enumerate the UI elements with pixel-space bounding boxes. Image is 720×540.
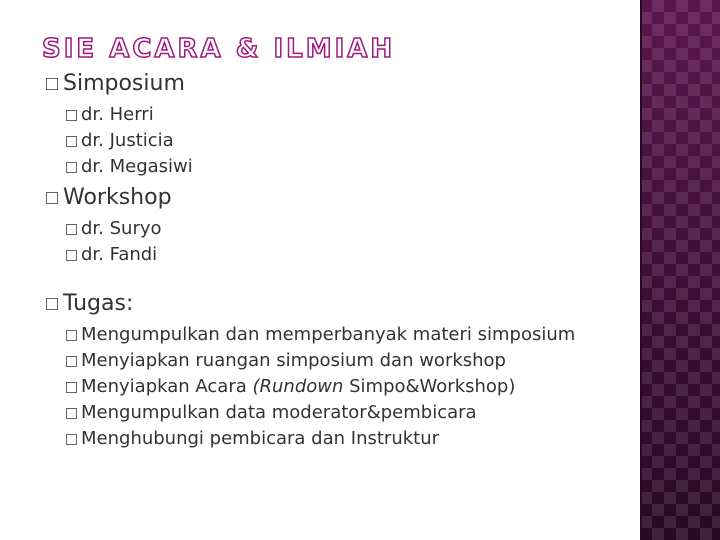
list-item: [66, 216, 636, 242]
checkbox-bullet-icon: [66, 136, 77, 147]
decorative-sidebar: [640, 0, 720, 540]
list-item: [66, 426, 636, 452]
section-tugas: [46, 290, 636, 318]
checkbox-bullet-icon: [46, 78, 58, 90]
list-item-text: dr. Herri: [81, 104, 154, 125]
section-label: Simposium: [63, 71, 185, 96]
checkbox-bullet-icon: [66, 330, 77, 341]
list-item-text: Menyiapkan Acara (Rundown Simpo&Workshop): [81, 376, 516, 397]
section-simposium: [46, 70, 636, 98]
list-item: [66, 102, 636, 128]
list-item-text: dr. Megasiwi: [81, 156, 193, 177]
list-item: [66, 348, 636, 374]
list-item-text: dr. Suryo: [81, 218, 162, 239]
section-workshop: [46, 184, 636, 212]
slide-title: SIE ACARA & ILMIAH: [42, 34, 396, 64]
list-item-text: Menghubungi pembicara dan Instruktur: [81, 428, 440, 449]
checkbox-bullet-icon: [66, 224, 77, 235]
checkbox-bullet-icon: [66, 162, 77, 173]
list-item-text: Menyiapkan ruangan simposium dan workshop: [81, 350, 506, 371]
checkbox-bullet-icon: [66, 434, 77, 445]
checkbox-bullet-icon: [46, 298, 58, 310]
checkbox-bullet-icon: [66, 356, 77, 367]
list-item: [66, 128, 636, 154]
list-item: [66, 322, 636, 348]
list-item-text: dr. Fandi: [81, 244, 158, 265]
list-item-text: Mengumpulkan data moderator&pembicara: [81, 402, 477, 423]
checkbox-bullet-icon: [66, 110, 77, 121]
list-item: [66, 400, 636, 426]
list-item: [66, 374, 636, 400]
list-item: [66, 154, 636, 180]
section-label: Tugas:: [63, 291, 134, 316]
sidebar-edge: [640, 0, 642, 540]
list-item-text: Mengumpulkan dan memperbanyak materi simposium: [81, 324, 576, 345]
checkbox-bullet-icon: [46, 192, 58, 204]
list-item-text: dr. Justicia: [81, 130, 174, 151]
section-label: Workshop: [63, 185, 172, 210]
checkbox-bullet-icon: [66, 250, 77, 261]
checkbox-bullet-icon: [66, 408, 77, 419]
slide-content: [46, 70, 636, 452]
list-item: [66, 242, 636, 268]
checkbox-bullet-icon: [66, 382, 77, 393]
